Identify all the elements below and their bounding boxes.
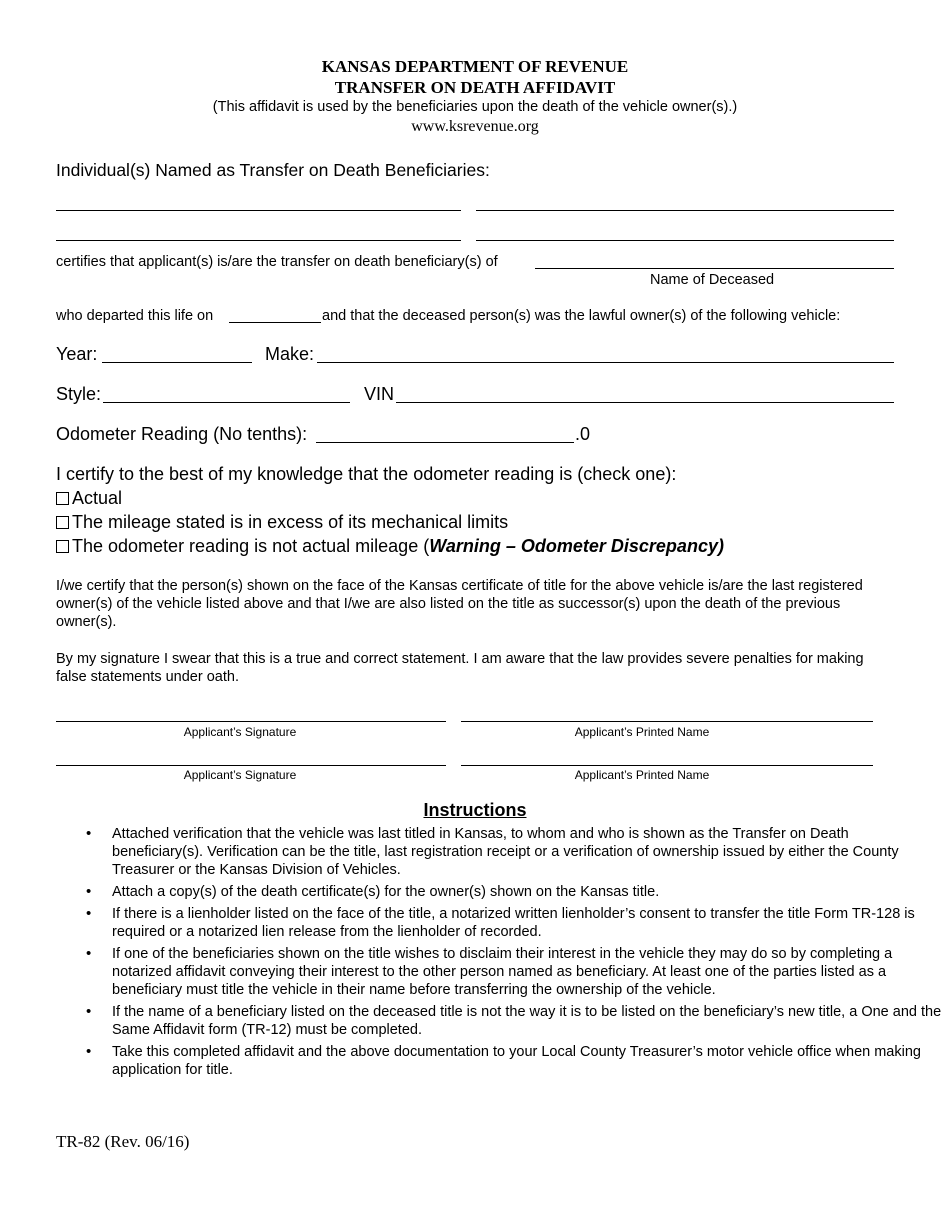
actual-checkbox[interactable]: [56, 492, 69, 505]
option-actual[interactable]: [56, 488, 122, 509]
departed-suffix: and that the deceased person(s) was the lawful owner(s) of the following vehicle:: [322, 308, 841, 324]
instruction-item: • If there is a lienholder listed on the face of the title, a notarized written lienholder’s consent to transfer the title Form TR-128 is required or a notarized lien release from the lienholder of recorded.: [112, 905, 942, 941]
instruction-item: • Attached verification that the vehicle was last titled in Kansas, to whom and who is shown as the Transfer on Death beneficiary(s). Verification can be the title, last registration receipt or a verification of ownership issued by either the County Treasurer or the Kansas Division of Vehicles.: [112, 825, 942, 879]
instruction-item: • If the name of a beneficiary listed on the deceased title is not the way it is to be listed on the beneficiary’s new title, a One and the Same Affidavit form (TR-12) must be completed.: [112, 1003, 942, 1039]
odometer-warning: Warning – Odometer Discrepancy): [429, 536, 724, 556]
certification-statement: I/we certify that the person(s) shown on the face of the Kansas certificate of title for the above vehicle is/are the last registered owner(s) of the vehicle listed above and that I/we are also listed on the title as successor(s) upon the death of the previous owner(s).: [56, 578, 863, 630]
form-title: TRANSFER ON DEATH AFFIDAVIT: [334, 78, 616, 97]
certify-text: certifies that applicant(s) is/are the transfer on death beneficiary(s) of: [56, 254, 498, 270]
year-field[interactable]: [102, 362, 252, 363]
instruction-item: • Take this completed affidavit and the above documentation to your Local County Treasurer’s motor vehicle office when making application for title.: [112, 1043, 942, 1079]
applicant-signature-1-line[interactable]: [56, 721, 446, 722]
applicant-printed-name-1-line[interactable]: [461, 721, 873, 722]
option-not-actual[interactable]: [56, 536, 724, 557]
signature-2-caption: Applicant’s Signature: [183, 768, 297, 782]
agency-name: KANSAS DEPARTMENT OF REVENUE: [321, 57, 629, 76]
beneficiary-3-line[interactable]: [56, 240, 461, 241]
form-subtitle: (This affidavit is used by the beneficiaries upon the death of the vehicle owner(s).): [212, 99, 738, 115]
applicant-signature-2-line[interactable]: [56, 765, 446, 766]
beneficiary-1-line[interactable]: [56, 210, 461, 211]
date-of-death-field[interactable]: [229, 322, 321, 323]
printed-name-1-caption: Applicant’s Printed Name: [574, 725, 710, 739]
odometer-label: Odometer Reading (No tenths):: [56, 424, 308, 444]
instructions-list: [56, 825, 942, 1083]
odometer-tenths: .0: [575, 424, 591, 444]
year-label: Year:: [56, 344, 98, 364]
instruction-item: • If one of the beneficiaries shown on the title wishes to disclaim their interest in the vehicle they may do so by completing a notarized affidavit conveying their interest to the other person named as beneficiary. At least one of the parties listed as a beneficiary must title the vehicle in their name before transferring the ownership of the vehicle.: [112, 945, 942, 999]
beneficiary-4-line[interactable]: [476, 240, 894, 241]
exceeds-limits-checkbox[interactable]: [56, 516, 69, 529]
exceeds-limits-label: The mileage stated is in excess of its mechanical limits: [72, 512, 509, 532]
style-field[interactable]: [103, 402, 350, 403]
website-link[interactable]: www.ksrevenue.org: [411, 118, 539, 135]
beneficiaries-heading: Individual(s) Named as Transfer on Death Beneficiaries:: [56, 160, 490, 180]
departed-prefix: who departed this life on: [56, 308, 214, 324]
instruction-item: • Attach a copy(s) of the death certificate(s) for the owner(s) shown on the Kansas title.: [112, 883, 942, 901]
signature-1-caption: Applicant’s Signature: [183, 725, 297, 739]
option-exceeds-limits[interactable]: [56, 512, 508, 533]
deceased-name-field[interactable]: [535, 268, 894, 269]
applicant-printed-name-2-line[interactable]: [461, 765, 873, 766]
not-actual-checkbox[interactable]: [56, 540, 69, 553]
vin-label: VIN: [364, 384, 395, 404]
beneficiary-2-line[interactable]: [476, 210, 894, 211]
odometer-check-prompt: I certify to the best of my knowledge that the odometer reading is (check one):: [56, 464, 677, 484]
style-label: Style:: [56, 384, 102, 404]
oath-statement: By my signature I swear that this is a true and correct statement. I am aware that the law provides severe penalties for making false statements under oath.: [56, 651, 864, 685]
vin-field[interactable]: [396, 402, 894, 403]
make-field[interactable]: [317, 362, 894, 363]
make-label: Make:: [265, 344, 315, 364]
not-actual-label: The odometer reading is not actual mileage (: [72, 536, 430, 556]
actual-label: Actual: [72, 488, 123, 508]
instructions-title: Instructions: [423, 800, 527, 820]
form-number: TR-82 (Rev. 06/16): [56, 1132, 190, 1151]
deceased-name-caption: Name of Deceased: [650, 272, 775, 288]
odometer-field[interactable]: [316, 442, 574, 443]
printed-name-2-caption: Applicant’s Printed Name: [574, 768, 710, 782]
